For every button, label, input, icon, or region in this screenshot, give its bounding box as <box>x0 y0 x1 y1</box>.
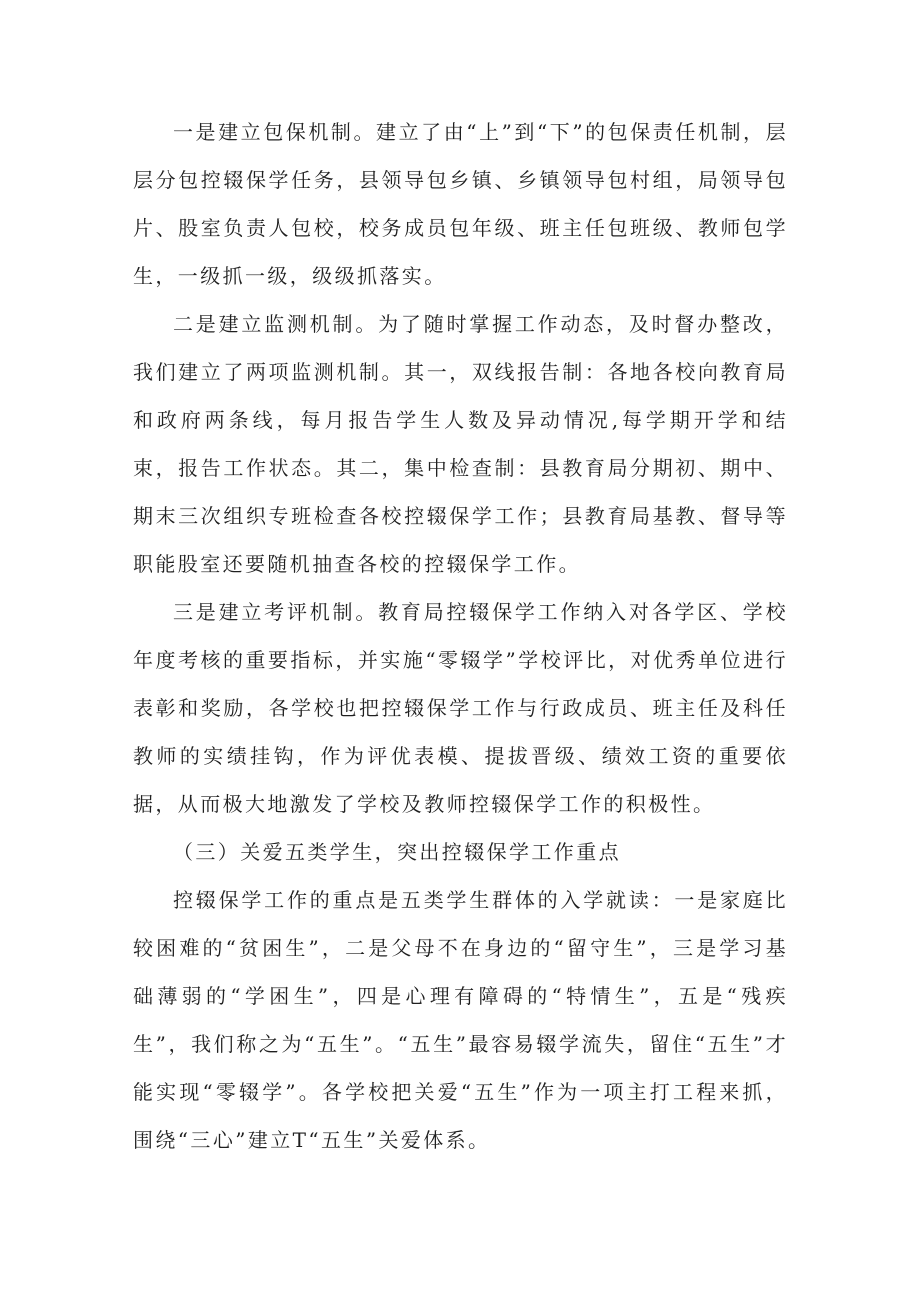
document-body <box>133 108 788 1164</box>
section-heading: （三）关爱五类学生，突出控辍保学工作重点 <box>173 840 621 864</box>
paragraph-monitoring-mechanism: 二是建立监测机制。为了随时掌握工作动态，及时督办整改，我们建立了两项监测机制。其一，双线报告制：各地各校向教育局和政府两条线，每月报告学生人数及异动情况,每学期开学和结束，报告工作状态。其二，集中检查制：县教育局分期初、期中、期末三次组织专班检查各校控辍保学工作；县教育局基教、督导等职能股室还要随机抽查各校的控辍保学工作。 <box>133 312 788 576</box>
paragraph-five-student-groups: 控辍保学工作的重点是五类学生群体的入学就读：一是家庭比较困难的“贫困生”，二是父母不在身边的“留守生”，三是学习基础薄弱的“学困生”，四是心理有障碍的“特情生”，五是“残疾生”，我们称之为“五生”。“五生”最容易辍学流失，留住“五生”才能实现“零辍学”。各学校把关爱“五生”作为一项主打工程来抓，围绕“三心”建立T“五生”关爱体系。 <box>133 888 788 1152</box>
paragraph-evaluation-mechanism: 三是建立考评机制。教育局控辍保学工作纳入对各学区、学校年度考核的重要指标，并实施“零辍学”学校评比，对优秀单位进行表彰和奖励，各学校也把控辍保学工作与行政成员、班主任及科任教师的实绩挂钩，作为评优表模、提拔晋级、绩效工资的重要依据，从而极大地激发了学校及教师控辍保学工作的积极性。 <box>133 600 788 816</box>
paragraph-responsibility-mechanism: 一是建立包保机制。建立了由“上”到“下”的包保责任机制，层层分包控辍保学任务，县领导包乡镇、乡镇领导包村组，局领导包片、股室负责人包校，校务成员包年级、班主任包班级、教师包学生，一级抓一级，级级抓落实。 <box>133 120 788 288</box>
